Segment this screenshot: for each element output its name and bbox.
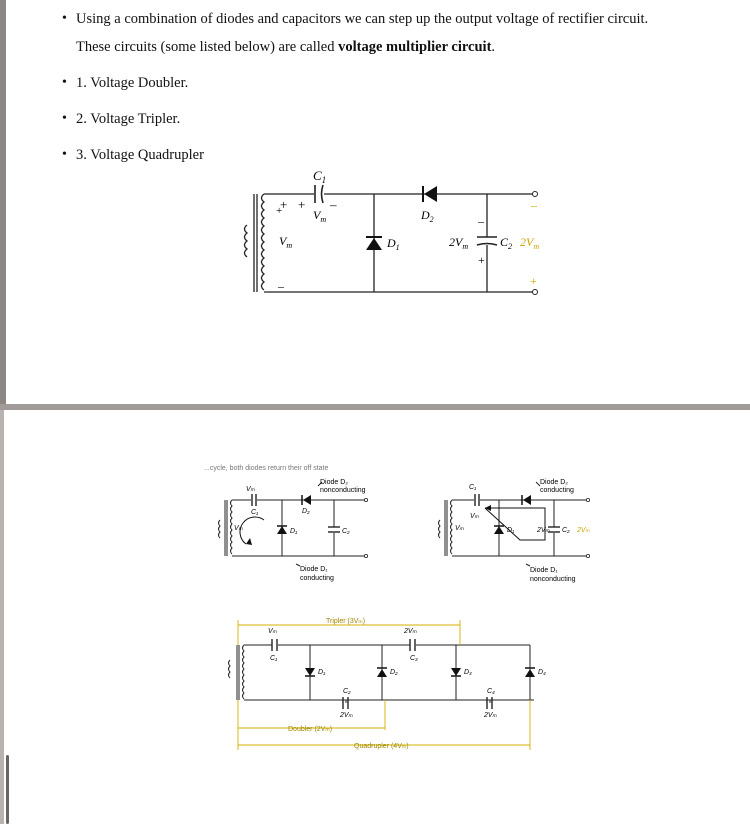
hc-left-d2: D₂ [302,508,310,515]
dimension-lines [238,620,530,750]
c2-plate-curved [477,244,497,246]
mult-c3-label: C₃ [410,655,418,662]
hc-left-d2-state: nonconducting [320,487,366,494]
c1-plate-curved [322,185,324,203]
hc-right-c2-voltage: 2Vₘ [537,527,550,534]
mult-d3-label: D₃ [464,669,472,676]
d1-label: $D_1$ [387,236,400,252]
hc-left-terminal [364,554,367,557]
hc-left-vm-label: Vₘ [246,486,256,493]
bullet-dot: • [62,11,67,26]
c1-label: $C_1$ [313,168,327,185]
list-item-quadrupler: 3. Voltage Quadrupler [76,147,204,163]
output-terminal-bottom [533,290,538,295]
doubler-label: Doubler (2Vₘ) [288,726,333,733]
output-voltage-label: $2V_m$ [520,235,540,251]
mult-c2-voltage: 2Vₘ [340,712,353,719]
list-item-tripler: 2. Voltage Tripler. [76,111,181,127]
mult-d1-diode-icon [305,668,315,676]
source-plus: + [276,205,283,217]
half-cycle-left-wires [219,482,366,566]
hc-left-c1-label: C₁ [251,509,259,516]
intro-line-1: Using a combination of diodes and capacitors we can step up the output voltage of rectifier circuit. [76,11,649,27]
d1-diode-icon [366,238,382,250]
hc-right-output: 2Vₘ [577,527,590,534]
hc-left-d1-diode-icon [277,526,287,534]
hc-right-d2-label: Diode D₂ [540,479,569,486]
c1-polarity-left: + [280,197,288,212]
c2-polarity-minus: – [478,214,484,228]
mult-c3-voltage: 2Vₘ [404,628,417,635]
mult-d4-label: D₄ [538,669,546,676]
bullet-dot: • [62,147,67,162]
bullet-dot: • [62,111,67,126]
hc-left-d2-label: Diode D₂ [320,479,349,486]
tripler-label: Tripler (3Vₘ) [326,618,366,625]
bullet-dot: • [62,75,67,90]
hc-right-terminal [586,554,589,557]
hc-right-c1-label: C₁ [469,484,477,491]
quadrupler-label: Quadrupler (4Vₘ) [354,743,409,750]
mult-c4-label: C₄ [487,688,495,695]
mult-c4-voltage: 2Vₘ [484,712,497,719]
c1-voltage-label: $V_m$ [313,208,327,224]
hc-right-vm-label: Vₘ [470,513,480,520]
output-minus: – [531,198,537,212]
c2-label: $C_2$ [500,235,513,251]
mult-c1-label: C₁ [270,655,278,662]
c2-polarity-plus: + [478,253,485,267]
half-cycle-right-wires [439,482,589,566]
mult-d3-diode-icon [451,668,461,676]
c2-voltage-left: $2V_m$ [449,235,469,251]
mult-c1-voltage: Vₘ [268,628,278,635]
hc-right-d1-diode-icon [494,526,504,534]
d2-diode-icon [424,186,437,202]
mult-d4-diode-icon [525,669,535,677]
hc-right-d2-state: conducting [540,487,574,494]
mult-d2-diode-icon [377,669,387,677]
hc-left-d1: D₁ [290,528,298,535]
hc-right-d2-diode-icon [523,495,531,505]
hc-left-d1-label: Diode D₁ [300,566,328,573]
output-plus: + [530,274,537,288]
hc-right-d1: D₁ [507,527,515,534]
hc-left-terminal [364,498,367,501]
mult-c2-label: C₂ [343,688,351,695]
current-arrow-icon [246,538,252,545]
cropped-caption: ...cycle, both diodes return their off state [204,465,329,472]
source-voltage-label: $V_m$ [279,234,293,250]
hc-right-d1-label: Diode D₁ [530,567,558,574]
hc-left-source-vm: Vₘ [234,525,244,532]
list-item-doubler: 1. Voltage Doubler. [76,75,189,91]
output-terminal-top [533,192,538,197]
source-minus: – [278,279,284,293]
hc-right-d1-state: nonconducting [530,576,576,583]
intro-line-2-bold: voltage multiplier circuit [338,39,492,55]
hc-right-source-vm: Vₘ [455,525,465,532]
c1-polarity-minus: – [330,197,337,212]
d2-label: $D_2$ [421,208,434,224]
mult-d2-label: D₂ [390,669,398,676]
hc-left-c2: C₂ [342,528,350,535]
c1-polarity-plus: + [298,197,306,212]
hc-left-d2-diode-icon [303,495,311,505]
mult-d1-label: D₁ [318,669,326,676]
hc-left-d1-state: conducting [300,575,334,582]
intro-line-2-prefix: These circuits (some listed below) are called [76,39,339,55]
hc-right-c2: C₂ [562,527,570,534]
intro-line-2-suffix: . [491,39,496,55]
hc-right-terminal [586,498,589,501]
